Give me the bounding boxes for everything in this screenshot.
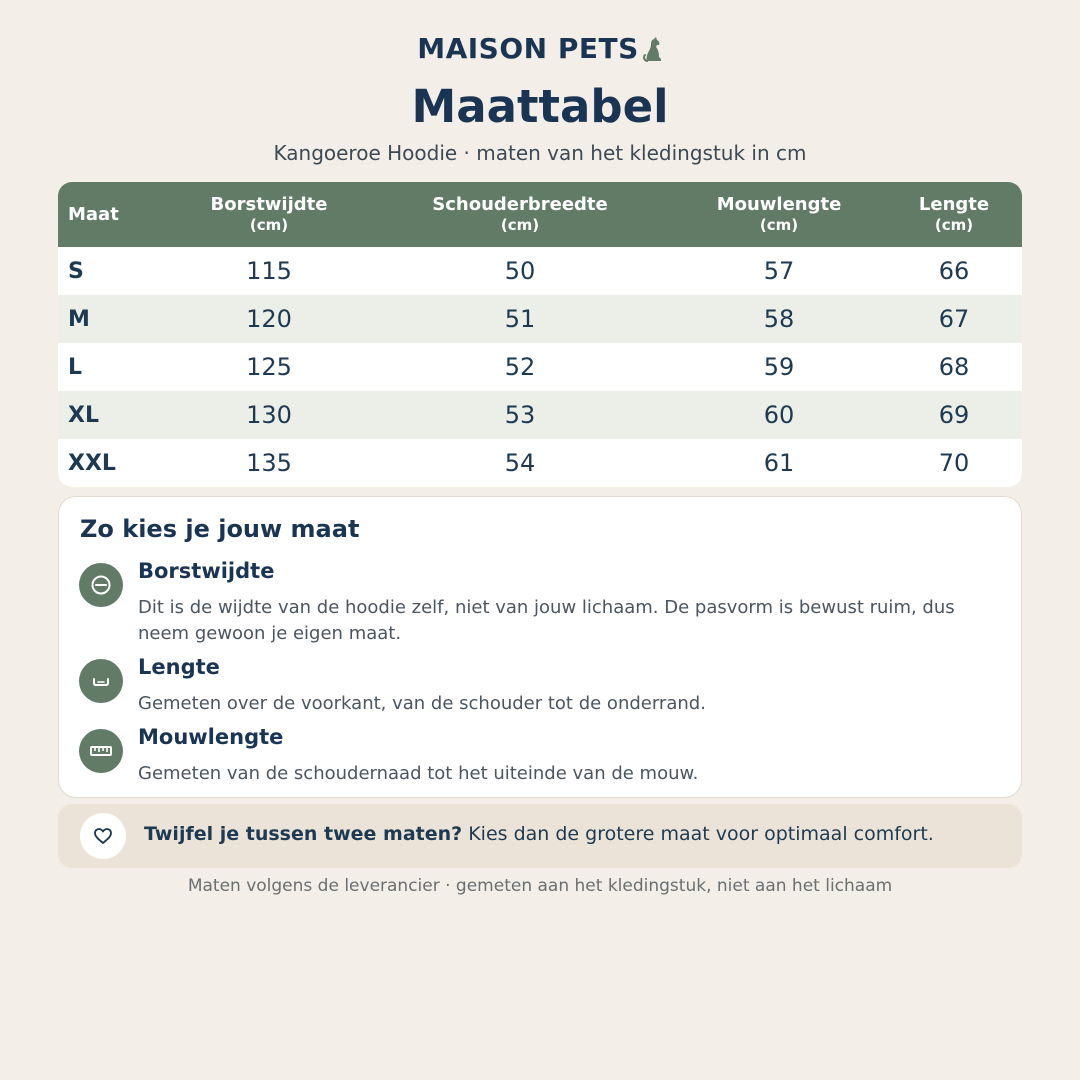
- guide-item-text: Gemeten over de voorkant, van de schouder tot de onderrand.: [138, 693, 706, 714]
- brand-name: MAISON PETS: [417, 32, 639, 65]
- table-cell: 51: [504, 305, 536, 333]
- column-header-borstwijdte: [170, 195, 368, 235]
- table-cell: 60: [763, 401, 795, 429]
- table-cell: 54: [504, 449, 536, 477]
- guide-item-heading: Borstwijdte: [138, 559, 275, 583]
- guide-item-heading: Mouwlengte: [138, 725, 284, 749]
- chest-width-icon: [79, 563, 123, 607]
- table-cell: 135: [246, 449, 292, 477]
- page-subtitle: Kangoeroe Hoodie · maten van het kledingstuk in cm: [273, 141, 807, 165]
- guide-item-text: Gemeten van de schoudernaad tot het uiteinde van de mouw.: [138, 763, 699, 784]
- guide-title: Zo kies je jouw maat: [80, 515, 360, 543]
- table-row: [58, 439, 1022, 487]
- table-row: [58, 247, 1022, 295]
- table-cell: 115: [246, 257, 292, 285]
- tip-body: Kies dan de grotere maat voor optimaal comfort.: [462, 823, 934, 845]
- size-guide-card: [58, 496, 1022, 798]
- column-header-label: Borstwijdte: [210, 193, 328, 215]
- column-header-unit: (cm): [759, 215, 799, 234]
- column-header-label: Schouderbreedte: [432, 193, 608, 215]
- table-row: [58, 343, 1022, 391]
- table-cell: 52: [504, 353, 536, 381]
- table-cell: 130: [246, 401, 292, 429]
- table-cell: 125: [246, 353, 292, 381]
- table-cell: 68: [938, 353, 970, 381]
- table-cell: 50: [504, 257, 536, 285]
- size-label: XXL: [68, 450, 116, 476]
- column-header-unit: (cm): [500, 215, 540, 234]
- tip-banner: [58, 804, 1022, 868]
- column-header-mouwlengte: [672, 195, 886, 235]
- size-label: M: [68, 306, 90, 332]
- tip-bold: Twijfel je tussen twee maten?: [144, 823, 463, 845]
- table-cell: 70: [938, 449, 970, 477]
- table-cell: 69: [938, 401, 970, 429]
- table-cell: 58: [763, 305, 795, 333]
- column-header-label: Lengte: [918, 193, 990, 215]
- heart-icon: [80, 813, 126, 859]
- guide-item-heading: Lengte: [138, 655, 220, 679]
- table-cell: 61: [763, 449, 795, 477]
- sitting-dog-icon: [641, 36, 663, 69]
- table-row: [58, 391, 1022, 439]
- column-header-lengte: [886, 195, 1022, 235]
- table-cell: 53: [504, 401, 536, 429]
- tip-text: [144, 823, 934, 845]
- size-label: S: [68, 258, 84, 284]
- column-header-unit: (cm): [249, 215, 289, 234]
- column-header-unit: (cm): [934, 215, 974, 234]
- size-table: [58, 182, 1022, 487]
- table-row: [58, 295, 1022, 343]
- table-cell: 120: [246, 305, 292, 333]
- ruler-icon: [79, 729, 123, 773]
- table-header-row: [58, 182, 1022, 247]
- table-cell: 57: [763, 257, 795, 285]
- brand-logo: [0, 32, 1080, 69]
- column-header-schouderbreedte: [368, 195, 672, 235]
- table-cell: 59: [763, 353, 795, 381]
- column-header-maat: Maat: [68, 204, 119, 225]
- column-header-label: Mouwlengte: [716, 193, 842, 215]
- page-title: Maattabel: [411, 80, 669, 133]
- table-cell: 66: [938, 257, 970, 285]
- footer-note: Maten volgens de leverancier · gemeten aan het kledingstuk, niet aan het lichaam: [187, 876, 893, 896]
- size-label: L: [68, 354, 83, 380]
- guide-item-text: Dit is de wijdte van de hoodie zelf, niet van jouw lichaam. De pasvorm is bewust ruim, dus neem gewoon je eigen maat.: [138, 597, 955, 644]
- size-label: XL: [68, 402, 99, 428]
- table-cell: 67: [938, 305, 970, 333]
- length-icon: [79, 659, 123, 703]
